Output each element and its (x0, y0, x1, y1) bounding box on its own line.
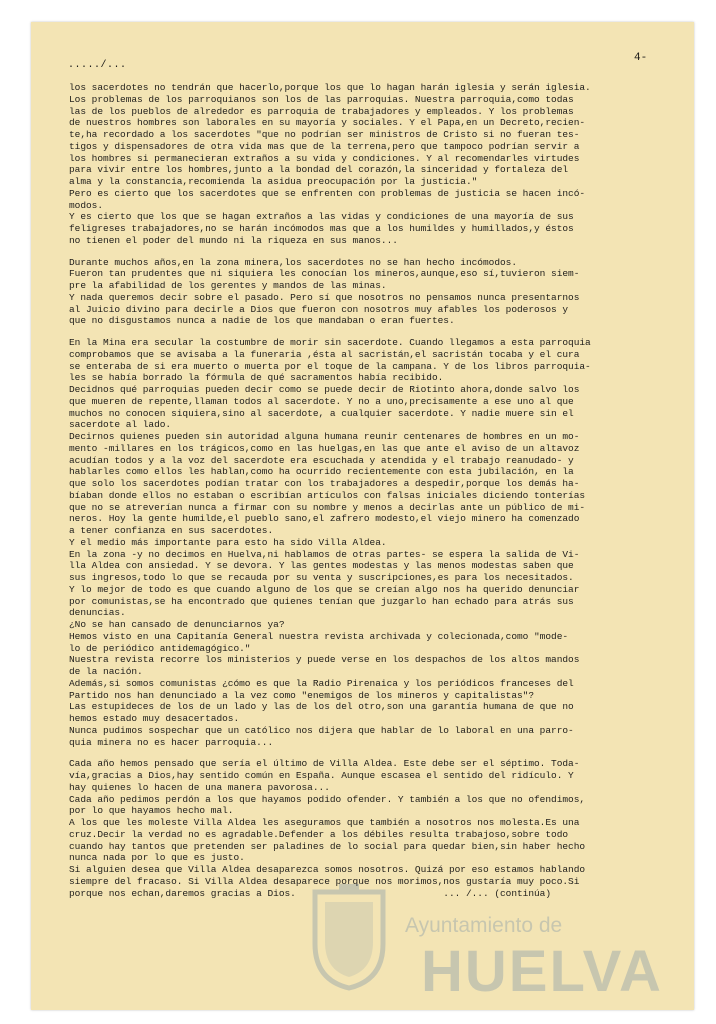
document-page (31, 22, 694, 1010)
text-line: feligreses trabajadores,no se harán incómodos mas que a los humildes y humillados,y éstos (69, 223, 574, 234)
text-line: Decidnos qué parroquias pueden decir como se puede decir de Riotinto ahora,donde salvo los (69, 384, 580, 395)
text-line: de la nación. (69, 666, 143, 677)
text-line: porque nos echan,daremos gracias a Dios. ... /... (continúa) (69, 887, 552, 899)
text-line: Cada año hemos pensado que sería el último de Villa Aldea. Este debe ser el séptimo. Toda- (69, 758, 580, 770)
text-line: Durante muchos años,en la zona minera,los sacerdotes no se han hecho incómodos. (69, 256, 518, 268)
text-line: Y lo mejor de todo es que cuando alguno de los que se creían algo nos ha querido denunciar (69, 583, 580, 595)
text-line: quia minera no es hacer parroquia... (69, 736, 274, 748)
text-line: Si alguien desea que Villa Aldea desaparezca somos nosotros. Quizá por eso estamos hablando (69, 864, 586, 875)
text-line: que no disgustamos nunca a nadie de los que mandaban o eran fuertes. (69, 315, 455, 327)
text-line: modos. (69, 199, 104, 211)
text-line: hay quienes lo hacen de una manera pavorosa... (69, 781, 330, 793)
text-line: les se había borrado la fórmula de qué sacramentos había recibido. (69, 372, 444, 384)
text-line: de nuestros hombres son laborales en su mayoría y sociales. Y el Papa,en un Decreto,recien- (69, 117, 586, 129)
watermark-line-2: HUELVA (421, 939, 663, 1004)
text-line: Los problemas de los parroquianos son los de las parroquias. Nuestra parroquia,como todas (69, 93, 574, 105)
text-line: sacerdote al lado. (69, 419, 172, 431)
text-line: alma y la constancia,recomienda la asidua preocupación por la justicia." (69, 176, 478, 187)
text-line: mento -millares en los trágicos,como en las huelgas,en las que ante el aviso de un altavoz (69, 442, 580, 454)
text-line: al Juicio divino para decirle a Dios que fueron con nosotros muy afables los poderosos y (69, 303, 569, 315)
watermark-line-1: Ayuntamiento de (405, 914, 563, 937)
text-line: muchos no conocen siquiera,sino al sacerdote, a cualquier sacerdote. Y nadie muere sin el (69, 407, 574, 419)
paragraph (69, 257, 666, 328)
paragraph (69, 337, 666, 748)
page-number: 4- (634, 52, 648, 64)
text-line: a tener confianza en sus sacerdotes. (69, 525, 274, 536)
text-line: cuando hay tantos que pretenden ser paladines de lo social para quedar bien,sin haber hecho (69, 840, 586, 852)
text-line: Pero es cierto que los sacerdotes que se enfrenten con problemas de justicia se hacen incó- (69, 187, 586, 199)
text-line: se enteraba de si era muerto o muerta por el toque de la campana. Y de los libros parroquia- (69, 360, 591, 372)
text-line: neros. Hoy la gente humilde,el pueblo sano,el zafrero modesto,el viejo minero ha comenzado (69, 513, 580, 525)
text-line: las de los pueblos de alrededor es parroquia de trabajadores y empleados. Y los problemas (69, 105, 574, 117)
text-line: denuncias. (69, 607, 126, 619)
text-line: Cada año pedimos perdón a los que hayamos podido ofender. Y también a los que no ofendimos, (69, 793, 586, 805)
text-line: nunca nada por lo que es justo. (69, 852, 245, 864)
text-line: hemos estado muy desacertados. (69, 713, 240, 724)
text-line: los sacerdotes no tendrán que hacerlo,porque los que lo hagan harán iglesia y serán iglesia. (69, 82, 591, 93)
text-line: por lo que hayamos hecho mal. (69, 805, 234, 817)
text-line: los hombres si permanecieran extraños a su vida y condiciones. Y al recomendarles virtudes (69, 152, 580, 164)
paragraph (69, 758, 666, 899)
text-line: Hemos visto en una Capitanía General nuestra revista archivada y colecionada,como "mode- (69, 630, 569, 642)
paragraph (69, 82, 666, 247)
text-line: que mueren de repente,llaman todos al sacerdote. Y no a uno,precisamente a ese uno al que (69, 395, 574, 407)
text-line: Decirnos quienes pueden sin autoridad alguna humana reunir centenares de hombres en un mo- (69, 431, 580, 442)
text-line: Las estupideces de los de un lado y las de los del otro,son una garantía humana de que no (69, 701, 574, 713)
text-line: lo de periódico antidemagógico." (69, 642, 251, 654)
document-body (69, 82, 666, 903)
text-line: hablarles como ellos les hablan,como ha ocurrido recientemente con esta jubilación, en la (69, 466, 574, 478)
text-line: En la Mina era secular la costumbre de morir sin sacerdote. Cuando llegamos a esta parroquia (69, 337, 591, 348)
text-line: A los que les moleste Villa Aldea les aseguramos que también a nosotros nos molesta.Es una (69, 817, 580, 828)
text-line: que solo los sacerdotes podían tratar con los trabajadores a despedir,porque los demás ha- (69, 478, 580, 489)
text-line: comprobamos que se avisaba a la funeraria ,ésta al sacristán,el sacristán tocaba y el cura (69, 348, 580, 360)
text-line: sus ingresos,todo lo que se recauda por su venta y suscripciones,es para los necesitados. (69, 572, 574, 583)
text-line: para vivir entre los hombres,junto a la bondad del corazón,la sinceridad y fortaleza del (69, 164, 569, 176)
text-line: por comunistas,se ha encontrado que quienes tenían que juzgarlo han echado para atrás sus (69, 595, 574, 607)
text-line: Nuestra revista recorre los ministerios y puede verse en los despachos de los altos mandos (69, 654, 580, 666)
text-line: Y es cierto que los que se hagan extraños a las vidas y condiciones de una mayoría de sus (69, 211, 574, 223)
text-line: cruz.Decir la verdad no es agradable.Defender a los débiles resulta trabajoso,sobre todo (69, 828, 569, 840)
text-line: Y el medio más importante para esto ha sido Villa Aldea. (69, 536, 387, 548)
text-line: Además,si somos comunistas ¿cómo es que la Radio Pirenaica y los periódicos franceses del (69, 677, 574, 689)
text-line: Nunca pudimos sospechar que un católico nos dijera que hablar de lo laboral en una parro- (69, 724, 574, 736)
text-line: que no se atreverían nunca a firmar con su nombre y menos a decirlas ante un público de mi- (69, 501, 586, 513)
text-line: no tienen el poder del mundo ni la riqueza en sus manos... (69, 234, 398, 246)
text-line: ¿No se han cansado de denunciarnos ya? (69, 619, 285, 630)
text-line: Y nada queremos decir sobre el pasado. Pero sí que nosotros no pensamos nunca presentarnos (69, 291, 580, 303)
text-line: pre la afabilidad de los gerentes y mandos de las minas. (69, 280, 387, 291)
text-line: vía,gracias a Dios,hay sentido común en España. Aunque escasea el sentido del ridículo. Y (69, 770, 574, 781)
text-line: siempre del fracaso. Si Villa Aldea desaparece porque nos morimos,nos gustaría muy poco.Si (69, 875, 580, 887)
text-line: tigos y dispensadores de otra vida mas que de la terrena,pero que tampoco podrían servir a (69, 140, 580, 152)
page-header-continuation: ...../... (68, 60, 127, 71)
text-line: En la zona -y no decimos en Huelva,ni hablamos de otras partes- se espera la salida de Vi- (69, 548, 580, 560)
text-line: te,ha recordado a los sacerdotes "que no podrían ser ministros de Cristo si no fueran tes- (69, 129, 580, 140)
text-line: Fueron tan prudentes que ni siquiera les conocían los mineros,aunque,eso sí,tuvieron siem- (69, 268, 580, 280)
text-line: lla Aldea con ansiedad. Y se devora. Y las gentes modestas y las menos modestas saben que (69, 560, 574, 572)
text-line: Partido nos han denunciado a la vez como "enemigos de los mineros y capitalistas"? (69, 689, 535, 701)
text-line: acudían todos y a la voz del sacerdote era escuchada y atendida y el trabajo reanudado- y (69, 454, 574, 466)
text-line: bíaban donde ellos no estaban o escribían artículos con falsas iniciales diciendo tonterías (69, 489, 586, 501)
